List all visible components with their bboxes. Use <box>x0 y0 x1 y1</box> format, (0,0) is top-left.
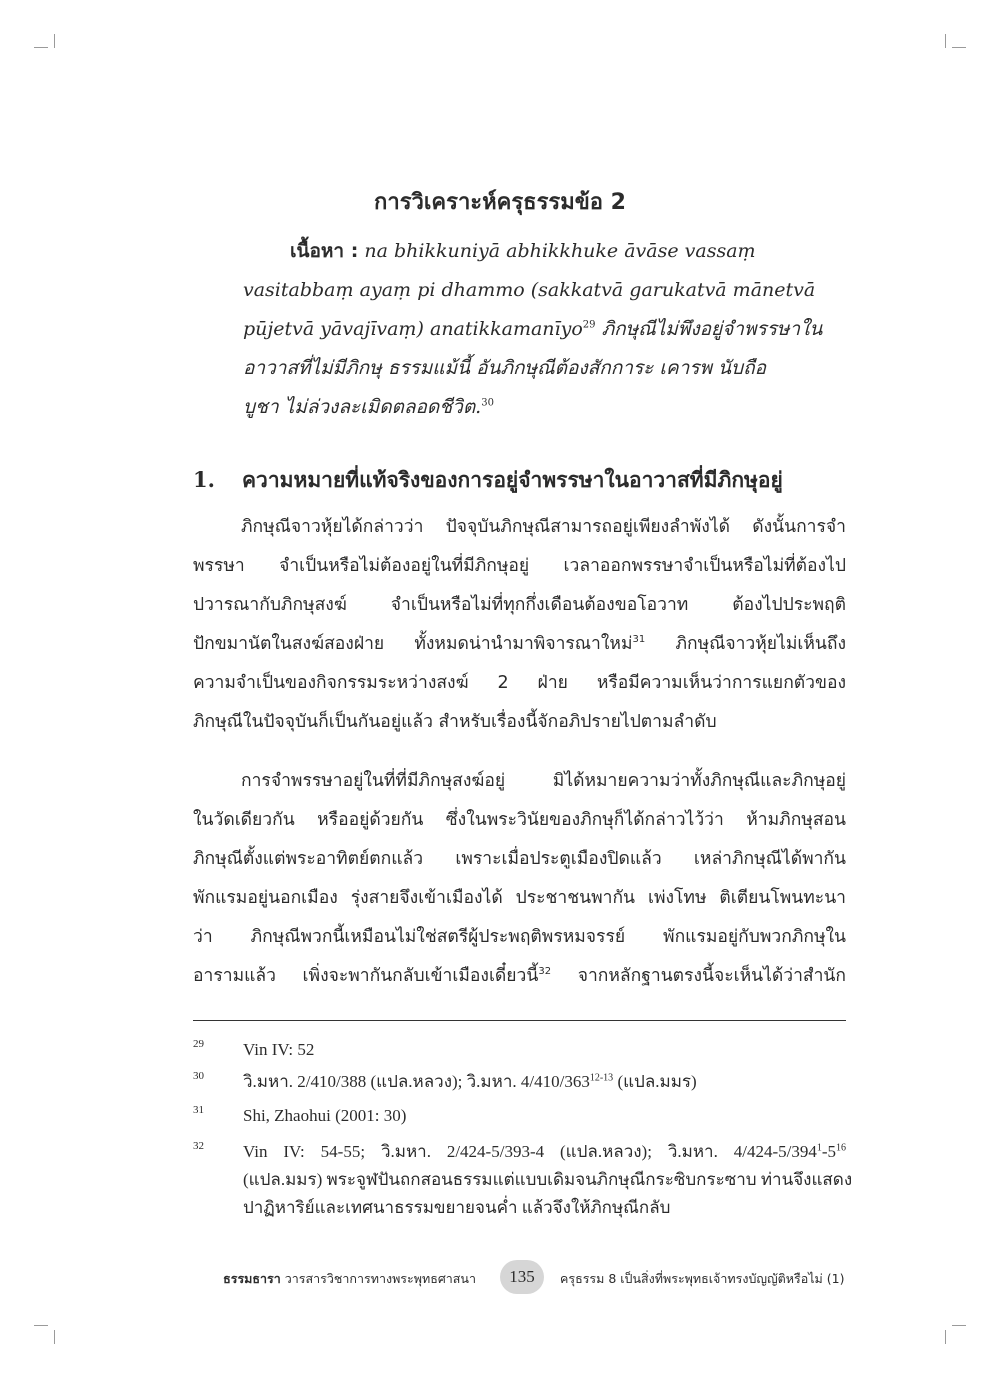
heading-text: ความหมายที่แท้จริงของการอยู่จำพรรษาในอาวาสที่มีภิกษุอยู่ <box>242 468 783 492</box>
footnote-text: Vin IV: 52 <box>243 1040 315 1059</box>
paragraph-line: ในวัดเดียวกัน หรืออยู่ด้วยกัน ซึ่งในพระวินัยของภิกษุก็ได้กล่าวไว้ว่า ห้ามภิกษุสอน <box>193 810 846 830</box>
content-block <box>243 232 823 427</box>
footnote-text-part: Vin IV: 54-55; วิ.มหา. 2/424-5/393-4 (แปล.หลวง); วิ.มหา. 4/424-5/394 <box>243 1142 817 1161</box>
page-footer <box>0 1260 1000 1294</box>
paragraph-line: ภิกษุณีตั้งแต่พระอาทิตย์ตกแล้ว เพราะเมื่อประตูเมืองปิดแล้ว เหล่าภิกษุณีได้พากัน <box>193 849 846 869</box>
footnote-ref[interactable]: 29 <box>582 319 596 331</box>
content-text: pūjetvā yāvajīvaṃ) anatikkamanīyo <box>243 318 583 340</box>
footnote-text-part: (แปล.มมร) <box>613 1072 697 1091</box>
content-line <box>243 232 803 271</box>
paragraph-line <box>193 625 846 664</box>
content-label: เนื้อหา : <box>290 240 359 262</box>
crop-mark <box>34 47 48 48</box>
footnote-ref[interactable]: 30 <box>481 397 494 409</box>
crop-mark <box>54 34 55 48</box>
paragraph-line: พักแรมอยู่นอกเมือง รุ่งสายจึงเข้าเมืองได้ ประชาชนพากัน เพ่งโทษ ติเตียนโพนทะนา <box>193 888 846 908</box>
footnote-number: 31 <box>193 1104 204 1116</box>
crop-mark <box>34 1325 48 1326</box>
heading-number: 1. <box>193 467 215 492</box>
paragraph-line: ว่า ภิกษุณีพวกนี้เหมือนไม่ใช่สตรีผู้ประพฤติพรหมจรรย์ พักแรมอยู่กับพวกภิกษุใน <box>193 927 846 947</box>
paragraph-2 <box>193 762 846 996</box>
paragraph-line: ภิกษุณีในปัจจุบันก็เป็นกันอยู่แล้ว สำหรับเรื่องนี้จักอภิปรายไปตามลำดับ <box>193 712 717 732</box>
paragraph-line: ความจำเป็นของกิจกรรมระหว่างสงฆ์ 2 ฝ่าย หรือมีความเห็นว่าการแยกตัวของ <box>193 673 846 693</box>
article-title: ครุธรรม 8 เป็นสิ่งที่พระพุทธเจ้าทรงบัญญัติหรือไม่ (1) <box>560 1271 845 1286</box>
paragraph-text: ปักขมานัตในสงฆ์สองฝ่าย ทั้งหมดน่านำมาพิจารณาใหม่ <box>193 634 633 654</box>
paragraph-line <box>193 957 846 996</box>
paragraph-line: ปวารณากับภิกษุสงฆ์ จำเป็นหรือไม่ที่ทุกกึ่งเดือนต้องขอโอวาท ต้องไปประพฤติ <box>193 595 846 615</box>
footnote-text <box>243 1068 846 1096</box>
journal-name <box>223 1269 476 1289</box>
content-text: na bhikkuniyā abhikkhuke āvāse vassaṃ <box>364 240 756 262</box>
page-number: 135 <box>500 1260 544 1294</box>
crop-mark <box>952 1325 966 1326</box>
footnote-32 <box>193 1138 853 1222</box>
footnote-sup: 16 <box>836 1142 846 1154</box>
footnote-30 <box>193 1068 846 1096</box>
paragraph-line: การจำพรรษาอยู่ในที่ที่มีภิกษุสงฆ์อยู่ มิได้หมายความว่าทั้งภิกษุณีและภิกษุอยู่ <box>241 771 846 791</box>
crop-mark <box>945 34 946 48</box>
footnote-ref[interactable]: 32 <box>538 966 552 978</box>
footnote-text: Shi, Zhaohui (2001: 30) <box>243 1106 407 1125</box>
journal-name-rest: วารสารวิชาการทางพระพุทธศาสนา <box>280 1271 476 1286</box>
footnote-text-part: วิ.มหา. 2/410/388 (แปล.หลวง); วิ.มหา. 4/410/363 <box>243 1072 590 1091</box>
journal-name-bold: ธรรมธารา <box>223 1271 281 1286</box>
footnote-text-part: -5 <box>821 1142 836 1161</box>
footnote-sup: 12-13 <box>589 1072 614 1084</box>
paragraph-line: พรรษา จำเป็นหรือไม่ต้องอยู่ในที่มีภิกษุอยู่ เวลาออกพรรษาจำเป็นหรือไม่ที่ต้องไป <box>193 556 846 576</box>
paragraph-text: จากหลักฐานตรงนี้จะเห็นได้ว่าสำนัก <box>577 966 846 986</box>
footnote-29 <box>193 1036 846 1064</box>
footnote-number: 30 <box>193 1070 204 1082</box>
crop-mark <box>54 1330 55 1344</box>
footnote-line <box>243 1138 846 1166</box>
crop-mark <box>945 1330 946 1344</box>
footnote-31 <box>193 1102 846 1130</box>
footnote-sup: 1 <box>816 1142 822 1154</box>
content-line: vasitabbaṃ ayaṃ pi dhammo (sakkatvā garukatvā mānetvā <box>243 279 816 301</box>
footnote-divider <box>193 1020 846 1021</box>
content-text: บูชา ไม่ล่วงละเมิดตลอดชีวิต. <box>243 396 482 418</box>
paragraph-text: ภิกษุณีจาวหุ้ยไม่เห็นถึง <box>675 634 846 654</box>
section-title: การวิเคราะห์ครุธรรมข้อ 2 <box>374 190 626 215</box>
footnote-line: (แปล.มมร) พระจูฬปันถกสอนธรรมแต่แบบเดิมจนภิกษุณีกระซิบกระซาบ ท่านจึงแสดง <box>243 1170 853 1189</box>
paragraph-line: ภิกษุณีจาวหุ้ยได้กล่าวว่า ปัจจุบันภิกษุณีสามารถอยู่เพียงลำพังได้ ดังนั้นการจำ <box>241 517 846 537</box>
content-line <box>243 310 823 349</box>
paragraph-text: อารามแล้ว เพิ่งจะพากันกลับเข้าเมืองเดี๋ยวนี้ <box>193 966 539 986</box>
footnote-number: 29 <box>193 1038 204 1050</box>
section-heading <box>193 464 853 497</box>
footnote-line: ปาฏิหาริย์และเทศนาธรรมขยายจนค่ำ แล้วจึงให้ภิกษุณีกลับ <box>243 1198 671 1217</box>
paragraph-1 <box>193 508 846 742</box>
footnote-ref[interactable]: 31 <box>632 634 646 646</box>
footnote-text <box>243 1138 853 1222</box>
content-line: อาวาสที่ไม่มีภิกษุ ธรรมแม้นี้ อันภิกษุณีต้องสักการะ เคารพ นับถือ <box>243 357 767 379</box>
content-text: ภิกษุณีไม่พึงอยู่จำพรรษาใน <box>601 318 823 340</box>
footnote-number: 32 <box>193 1140 204 1152</box>
crop-mark <box>952 47 966 48</box>
content-line <box>243 388 803 427</box>
